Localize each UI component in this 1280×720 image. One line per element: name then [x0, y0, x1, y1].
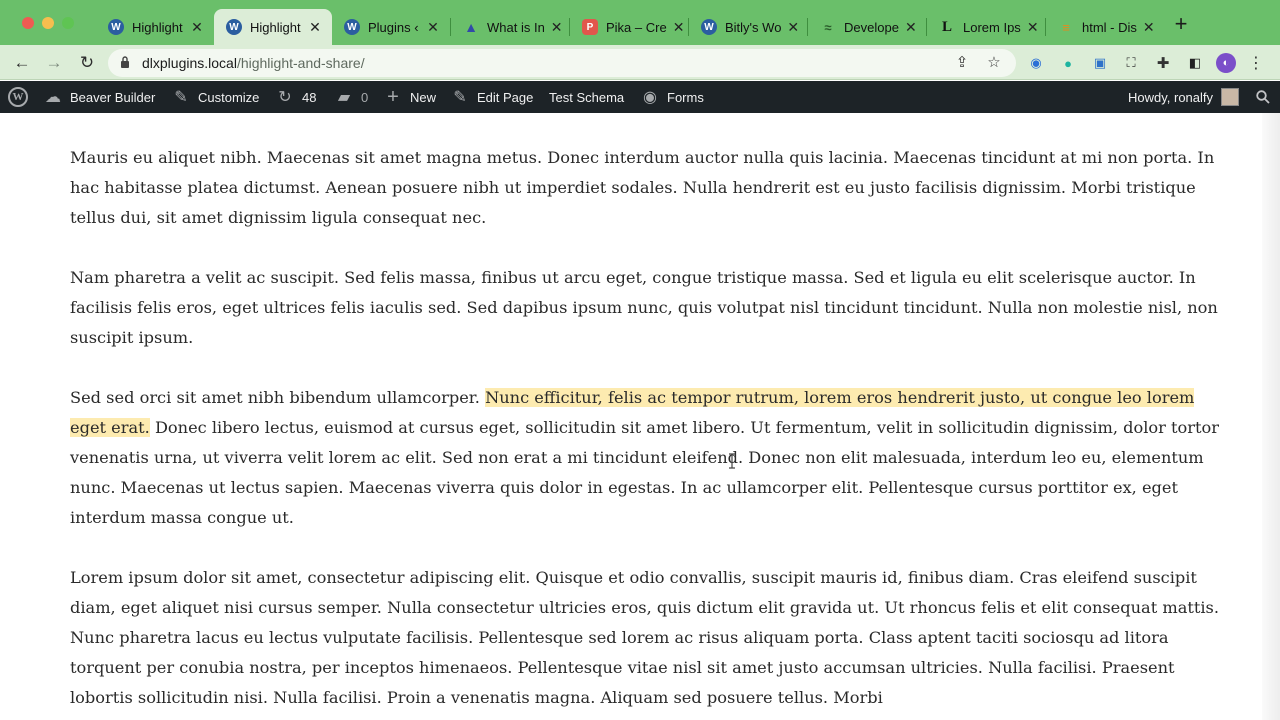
paintbrush-icon: ✎ — [174, 89, 188, 106]
wp-admin-bar — [0, 81, 1280, 113]
close-tab-icon[interactable]: ✕ — [191, 18, 203, 35]
new-content-menu[interactable] — [384, 81, 436, 113]
close-tab-icon[interactable]: ✕ — [787, 18, 800, 35]
maximize-window-button[interactable] — [62, 17, 74, 29]
paragraph-3 — [70, 383, 1220, 533]
minimize-window-button[interactable] — [42, 17, 54, 29]
reload-icon[interactable]: ↻ — [79, 53, 95, 72]
lock-icon — [120, 56, 130, 68]
close-tab-icon[interactable]: ✕ — [550, 18, 563, 35]
close-tab-icon[interactable]: ✕ — [1142, 18, 1155, 35]
test-schema-menu[interactable] — [549, 81, 624, 113]
my-account-menu[interactable] — [1128, 81, 1239, 113]
tab-title: Plugins ‹ — [368, 19, 419, 35]
comments-count: 0 — [361, 89, 369, 105]
comments-menu[interactable] — [335, 81, 368, 113]
tab-8[interactable] — [927, 9, 1045, 45]
search-icon — [1256, 90, 1270, 104]
updates-count: 48 — [302, 89, 317, 105]
text-cursor-icon — [728, 453, 736, 469]
close-tab-icon[interactable]: ✕ — [904, 18, 917, 35]
kebab-menu-icon[interactable]: ⋮ — [1248, 55, 1264, 72]
pika-icon: P — [582, 19, 598, 35]
post-content — [70, 113, 1220, 720]
grammarly-icon[interactable]: ● — [1064, 55, 1072, 71]
browser-toolbar — [0, 45, 1280, 80]
edit-page-label: Edit Page — [477, 89, 534, 105]
wp-logo-menu[interactable] — [8, 81, 28, 113]
forms-label: Forms — [667, 89, 704, 105]
paragraph-3-text-before: Sed sed orci sit amet nibh bibendum ullamcorper. — [70, 388, 486, 407]
updates-icon: ↻ — [278, 89, 292, 106]
browser-tab-strip — [0, 0, 1280, 45]
wordpress-icon: W — [344, 19, 360, 35]
address-bar[interactable] — [108, 49, 1016, 77]
updates-menu[interactable] — [276, 81, 316, 113]
beaver-builder-icon: ☁ — [45, 89, 61, 106]
wordpress-icon: W — [701, 19, 717, 35]
paragraph-3-text-after: Donec libero lectus, euismod at cursus eget, sollicitudin sit amet libero. Ut fermentum, velit in sollicitudin dignissim, dolor tortor venenatis urna, ut viverra velit lorem ac elit. Sed non erat a mi tincidunt eleifend. Donec non elit malesuada, interdum leo eu, elementum nunc. Maecenas ut lectus sapien. Maecenas viverra quis dolor in egestas. In ac ullamcorper elit. Pellentesque cursus porttitor ex, eget interdum massa congue ut. — [70, 418, 1220, 527]
howdy-label: Howdy, ronalfy — [1128, 89, 1214, 105]
education-icon: ▲ — [464, 19, 478, 35]
new-label: New — [410, 89, 437, 105]
tab-4[interactable] — [451, 9, 569, 45]
tab-title: Develope — [844, 19, 899, 35]
highlighted-text[interactable]: Nunc efficitur, felis ac tempor rutrum, lorem eros hendrerit justo, ut congue leo lorem eget erat. — [70, 388, 1195, 437]
wordpress-icon: W — [226, 19, 242, 35]
admin-search[interactable] — [1256, 81, 1270, 113]
customize-label: Customize — [198, 89, 260, 105]
share-icon[interactable]: ⇪ — [955, 54, 969, 71]
close-tab-icon[interactable]: ✕ — [672, 18, 685, 35]
pencil-icon: ✎ — [453, 89, 467, 106]
screenshot-icon[interactable]: ⛶ — [1126, 55, 1136, 70]
tab-3[interactable] — [332, 9, 450, 45]
url-text: dlxplugins.local/highlight-and-share/ — [142, 55, 365, 71]
paragraph-1: Mauris eu aliquet nibh. Maecenas sit amet magna metus. Donec interdum auctor nulla quis lacinia. Maecenas tincidunt at mi non porta. In hac habitasse platea dictumst. Aenean posuere nibh ut imperdiet sodales. Nulla hendrerit est eu justo facilisis dignissim. Morbi tristique tellus dui, sit amet dignissim ligula consequat nec. — [70, 148, 1215, 227]
close-tab-icon[interactable]: ✕ — [427, 18, 439, 35]
forms-menu[interactable] — [641, 81, 704, 113]
close-tab-icon[interactable]: ✕ — [1026, 18, 1039, 35]
tab-title: Highlight — [250, 19, 301, 35]
tab-title: html - Dis — [1082, 19, 1137, 35]
plus-icon: + — [387, 85, 399, 108]
tab-title: Pika – Cre — [606, 19, 667, 35]
beaver-builder-menu[interactable] — [44, 81, 155, 113]
wordpress-logo-icon: W — [8, 87, 28, 107]
sidebar-toggle-icon[interactable]: ◧ — [1188, 55, 1202, 70]
tab-title: Bitly's Wo — [725, 19, 782, 35]
paragraph-4: Lorem ipsum dolor sit amet, consectetur adipiscing elit. Quisque et odio convallis, suscipit mauris id, finibus diam. Cras eleifend suscipit diam, eget aliquet nisi cursus semper. Nulla consectetur ultricies eros, quis dictum elit gravida ut. Ut rhoncus felis et elit consequat mattis. Nunc pharetra lacus eu lectus vulputate facilisis. Pellentesque sed lorem ac risus aliquam porta. Class aptent taciti sociosqu ad litora torquent per conubia nostra, per inceptos himenaeos. Pellentesque vitae nisl sit amet justo accumsan ultricies. Nulla facilisi. Praesent lobortis sollicitudin nisi. Nulla facilisi. Proin a venenatis magna. Aliquam sed posuere tellus. Morbi — [70, 568, 1219, 707]
comment-bubble-icon: ▰ — [337, 89, 351, 106]
paragraph-2: Nam pharetra a velit ac suscipit. Sed felis massa, finibus ut arcu eget, congue tristique massa. Sed et ligula eu elit scelerisque auctor. In facilisis felis eros, eget ultrices felis iaculis sed. Sed dapibus ipsum nunc, quis volutpat nisl tincidunt tincidunt. Nulla non molestie nisl, non suscipit ipsum. — [70, 268, 1218, 347]
back-arrow-icon[interactable]: ← — [13, 53, 31, 72]
tab-title: Highlight — [132, 19, 183, 35]
tab-6[interactable] — [689, 9, 807, 45]
avatar — [1221, 88, 1239, 106]
beaver-builder-label: Beaver Builder — [70, 89, 156, 105]
stackoverflow-icon: ≡ — [1062, 19, 1070, 35]
tab-7[interactable] — [808, 9, 926, 45]
wordpress-icon: W — [108, 19, 124, 35]
tab-title: Lorem Ips — [963, 19, 1021, 35]
forward-arrow-icon[interactable]: → — [45, 53, 63, 72]
developer-icon: ≈ — [824, 19, 832, 35]
tab-9[interactable] — [1046, 9, 1164, 45]
lorem-icon: L — [941, 18, 952, 35]
star-bookmark-icon[interactable]: ☆ — [987, 54, 1001, 71]
profile-avatar-icon[interactable]: ◐ — [1216, 53, 1236, 73]
tab-2-active[interactable] — [214, 9, 332, 45]
extension-icon[interactable]: ▣ — [1093, 55, 1107, 70]
tab-title: What is In — [487, 19, 545, 35]
close-tab-icon[interactable]: ✕ — [309, 18, 321, 35]
tab-5[interactable] — [570, 9, 688, 45]
new-tab-icon[interactable]: + — [1174, 11, 1188, 36]
test-schema-label: Test Schema — [549, 89, 625, 105]
tab-1[interactable] — [96, 9, 214, 45]
puzzle-extensions-icon[interactable]: ✚ — [1156, 55, 1170, 72]
close-window-button[interactable] — [22, 17, 34, 29]
customize-menu[interactable] — [172, 81, 259, 113]
forms-icon: ◉ — [643, 89, 657, 106]
password-extension-icon[interactable]: ◉ — [1030, 55, 1042, 70]
scrollbar-track[interactable] — [1262, 113, 1280, 720]
edit-page-menu[interactable] — [451, 81, 533, 113]
